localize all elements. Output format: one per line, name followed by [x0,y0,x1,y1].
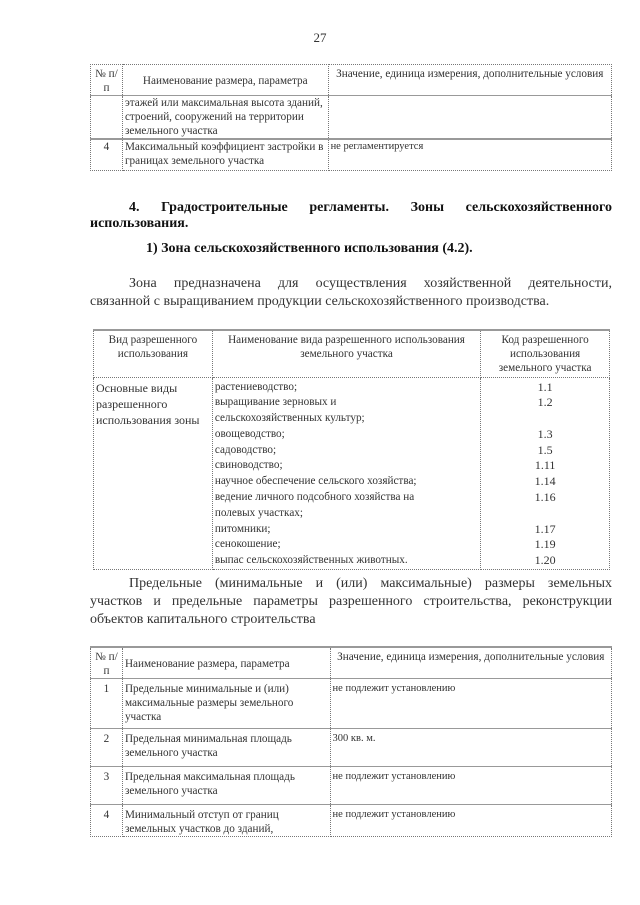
use-code: 1.20 [534,553,556,568]
use-name: ведение личного подсобного хозяйства на [214,491,415,504]
section-heading [90,200,612,232]
parameters-table-continued [90,64,612,171]
table-row [91,679,612,729]
header-kind: Вид разрешенного использования [94,330,213,377]
row-value: не регламентируется [328,139,611,171]
zone-description-line1: Зона предназначена для осуществления хозяйственной деятельности, [129,276,612,291]
limits-table [90,646,612,837]
row-name: Максимальный коэффициент застройки в границах земельного участка [122,139,328,171]
use-name: свиноводство; [214,459,283,472]
permitted-uses-table [93,329,610,570]
row-num: 4 [91,805,123,837]
use-name: растениеводство; [214,380,298,393]
use-code: 1.2 [537,395,553,410]
row-value: не подлежит установлению [330,805,611,837]
use-name: сенокошение; [214,538,281,551]
use-name: сельскохозяйственных культур; [214,412,365,425]
row-value: не подлежит установлению [330,679,611,729]
row-num [91,96,123,140]
row-name: Предельная минимальная площадь земельного участка [122,729,330,767]
use-code: 1.5 [537,442,553,457]
use-name: питомники; [214,522,271,535]
row-num: 3 [91,767,123,805]
row-value [328,96,611,140]
page-number: 27 [313,30,327,45]
header-num: № п/п [91,65,123,96]
table-row [94,377,610,570]
section-heading-line1: 4. Градостроительные регламенты. Зоны сельскохозяйственного [129,200,612,215]
row-name: Предельные минимальные и (или) максимальные размеры земельного участка [122,679,330,729]
header-num: № п/п [91,647,123,679]
table-header-row [91,647,612,679]
use-name: научное обеспечение сельского хозяйства; [214,475,417,488]
table-row [91,729,612,767]
row-num: 2 [91,729,123,767]
use-name: овощеводство; [214,427,285,440]
header-name: Наименование размера, параметра [122,647,330,679]
use-code: 1.17 [534,521,556,536]
use-code: 1.11 [534,458,556,473]
use-code: 1.1 [537,379,553,394]
limits-paragraph [90,575,612,629]
use-codes [481,377,610,570]
limits-paragraph-line1: Предельные (минимальные и (или) максимальные) размеры земельных [129,576,612,591]
use-kind: Основные виды разрешенного использования зоны [94,377,213,570]
header-value: Значение, единица измерения, дополнительные условия [328,65,611,96]
header-value: Значение, единица измерения, дополнительные условия [330,647,611,679]
use-name: садоводство; [214,443,277,456]
zone-description-line2: связанной с выращиванием продукции сельскохозяйственного производства. [90,294,550,309]
row-value: 300 кв. м. [330,729,611,767]
row-name: Минимальный отступ от границ земельных участков до зданий, [122,805,330,837]
use-code: 1.14 [534,474,556,489]
use-names [212,377,480,570]
row-value: не подлежит установлению [330,767,611,805]
row-name: этажей или максимальная высота зданий, строений, сооружений на территории земельного участка [122,96,328,140]
header-code: Код разрешенного использования земельного участка [481,330,610,377]
table-row [91,767,612,805]
row-num: 4 [91,139,123,171]
table-row [91,96,612,140]
table-row [91,139,612,171]
header-name: Наименование размера, параметра [122,65,328,96]
section-heading-line2: использования. [90,216,189,231]
use-code: 1.16 [534,490,556,505]
table-header-row [94,330,610,377]
use-name: выращивание зерновых и [214,396,337,409]
limits-paragraph-rest: участков и предельные параметры разрешенного строительства, реконструкции объектов капитального строительства [90,594,612,627]
table-row [91,805,612,837]
use-name: выпас сельскохозяйственных животных. [214,554,408,567]
zone-heading: 1) Зона сельскохозяйственного использования (4.2). [146,241,473,256]
use-code: 1.3 [537,426,553,441]
zone-description [90,275,612,311]
row-name: Предельная максимальная площадь земельного участка [122,767,330,805]
header-use-name: Наименование вида разрешенного использования земельного участка [212,330,480,377]
row-num: 1 [91,679,123,729]
table-header-row [91,65,612,96]
use-name: полевых участках; [214,506,303,519]
use-code: 1.19 [534,537,556,552]
